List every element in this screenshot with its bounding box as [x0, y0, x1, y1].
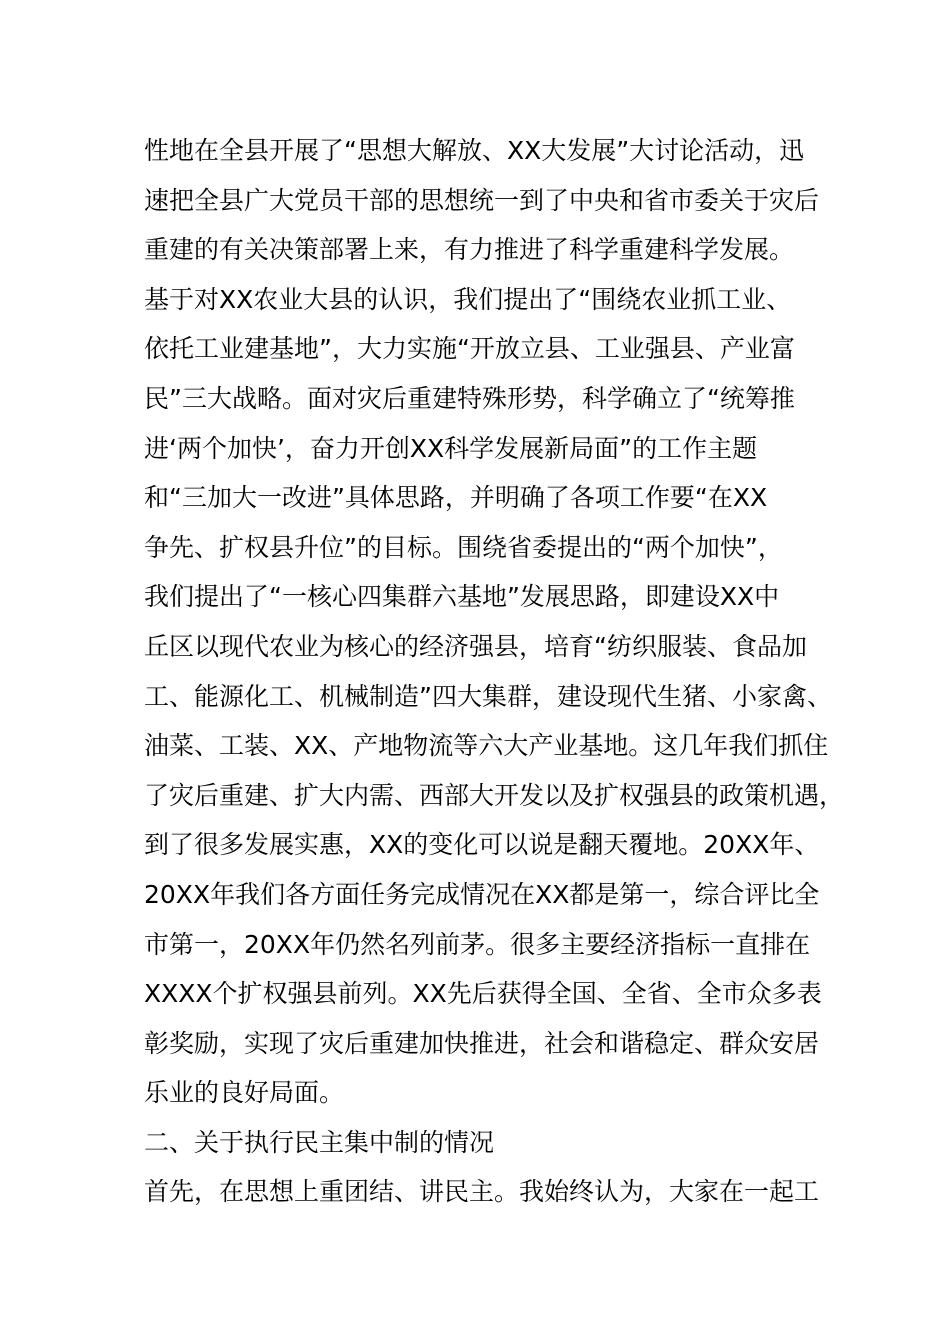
text-line: 民”三大战略。面对灾后重建特殊形势，科学确立了“统筹推	[144, 383, 795, 413]
text-line: XXXX个扩权强县前列。XX先后获得全国、全省、全市众多表	[144, 979, 822, 1009]
text-line: 丘区以现代农业为核心的经济强县，培育“纺织服装、食品加	[144, 631, 807, 661]
text-line: 重建的有关决策部署上来，有力推进了科学重建科学发展。	[144, 235, 795, 265]
text-line: 乐业的良好局面。	[144, 1078, 345, 1108]
text-line: 20XX年我们各方面任务完成情况在XX都是第一，综合评比全	[144, 879, 820, 909]
text-line: 油菜、工装、XX、产地物流等六大产业基地。这几年我们抓住	[144, 731, 829, 761]
text-line: 到了很多发展实惠，XX的变化可以说是翻天覆地。20XX年、	[144, 830, 820, 860]
text-line: 我们提出了“一核心四集群六基地”发展思路，即建设XX中	[144, 582, 780, 612]
text-line: 性地在全县开展了“思想大解放、XX大发展”大讨论活动，迅	[144, 136, 805, 165]
text-line: 速把全县广大党员干部的思想统一到了中央和省市委关于灾后	[144, 185, 820, 215]
text-line: 争先、扩权县升位”的目标。围绕省委提出的“两个加快”，	[144, 532, 783, 562]
section-heading: 二、关于执行民主集中制的情况	[144, 1127, 495, 1157]
text-line: 进‘两个加快’，奋力开创XX科学发展新局面”的工作主题	[144, 433, 758, 463]
text-line: 彰奖励，实现了灾后重建加快推进，社会和谐稳定、群众安居	[144, 1028, 820, 1058]
text-line: 和“三加大一改进”具体思路，并明确了各项工作要“在XX	[144, 483, 768, 513]
text-line: 市第一，20XX年仍然名列前茅。很多主要经济指标一直排在	[144, 929, 811, 959]
text-line: 依托工业建基地”，大力实施“开放立县、工业强县、产业富	[144, 334, 795, 364]
text-line: 工、能源化工、机械制造”四大集群，建设现代生猪、小家禽、	[144, 681, 832, 711]
text-line: 基于对XX农业大县的认识，我们提出了“围绕农业抓工业、	[144, 284, 792, 314]
text-line: 首先，在思想上重团结、讲民主。我始终认为，大家在一起工	[144, 1177, 820, 1207]
text-line: 了灾后重建、扩大内需、西部大开发以及扩权强县的政策机遇，	[144, 780, 845, 810]
document-body	[144, 126, 845, 1217]
